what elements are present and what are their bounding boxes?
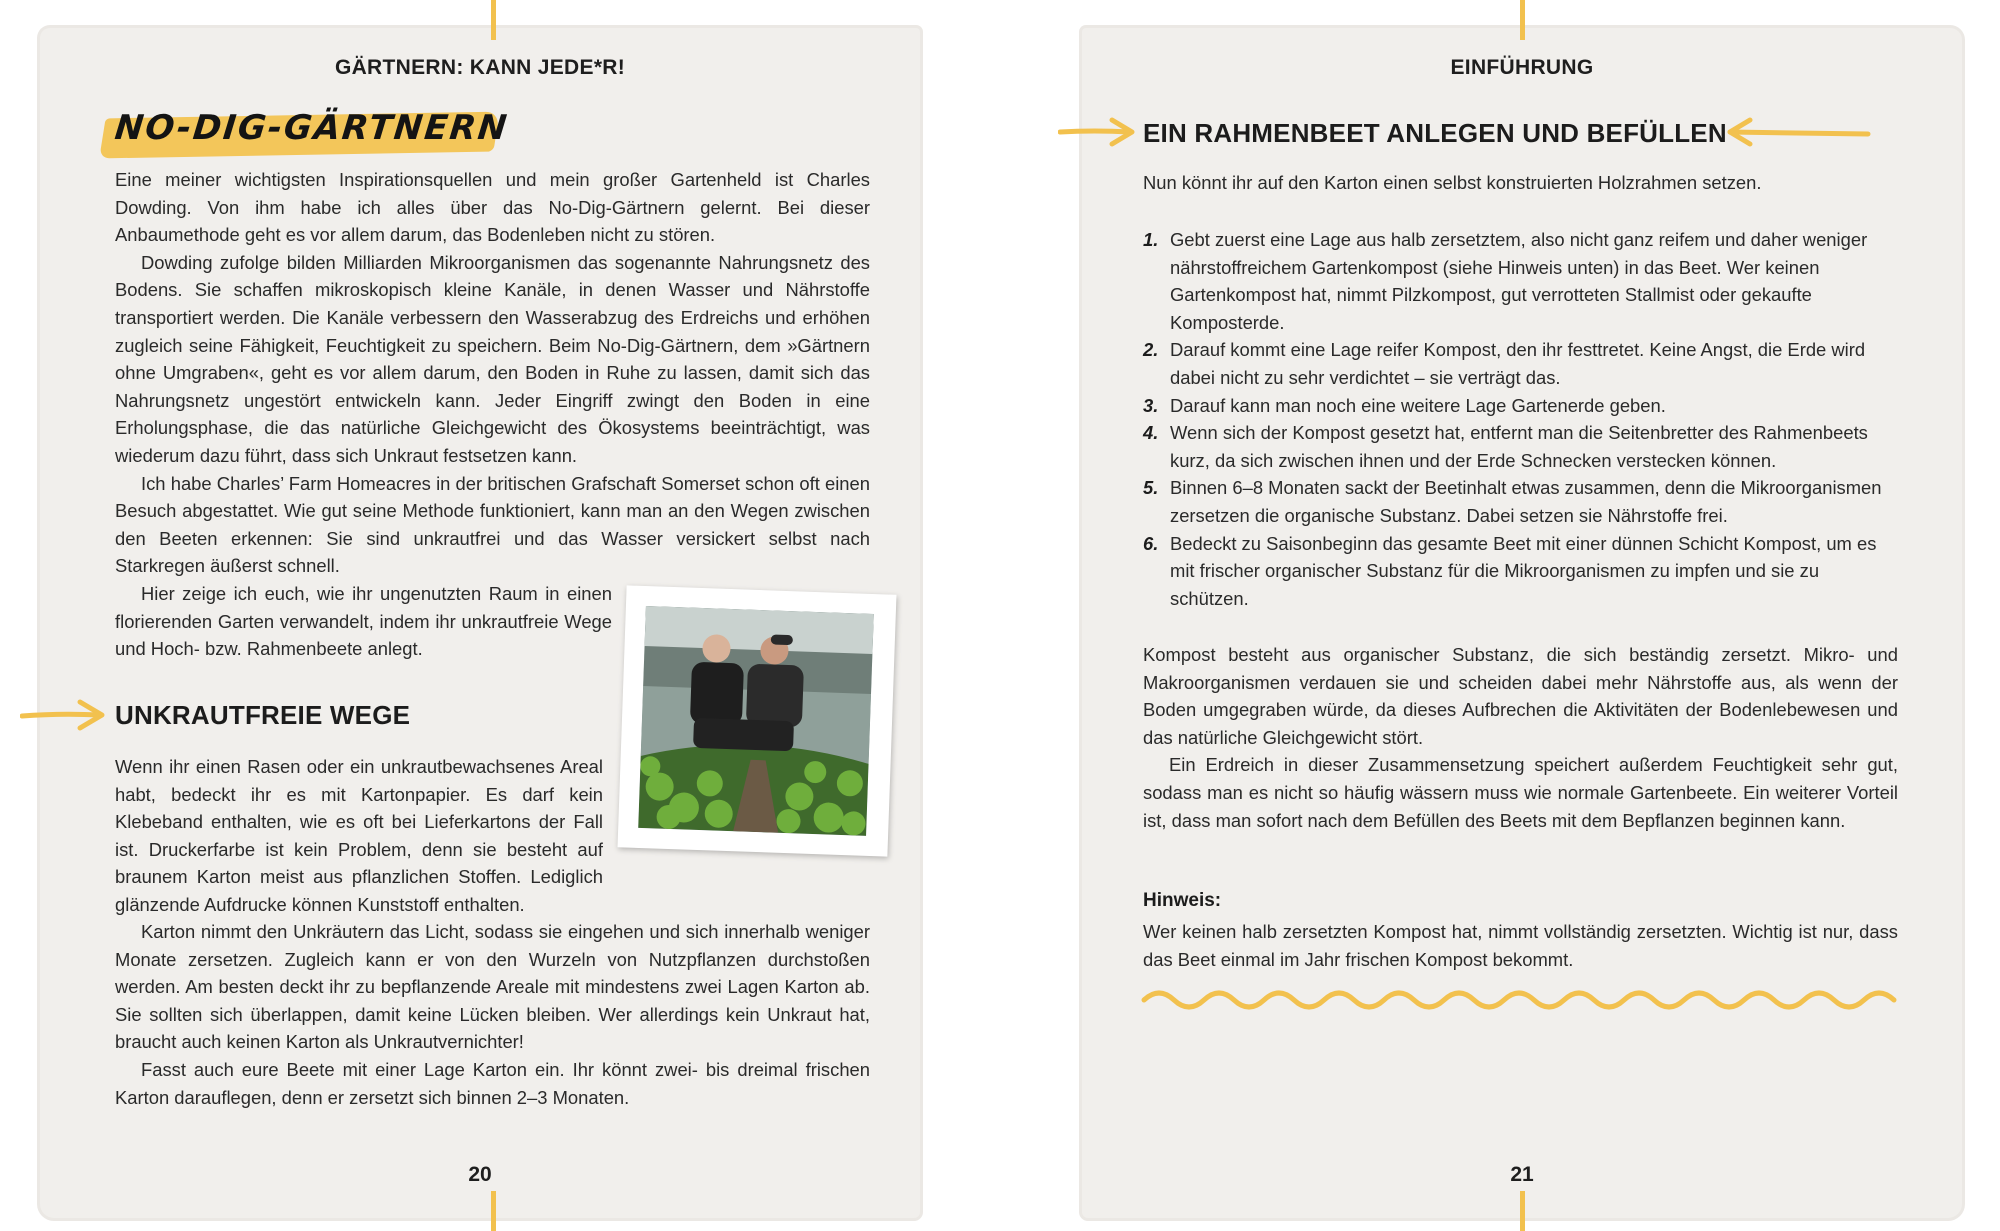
step-number: 6. bbox=[1143, 532, 1159, 554]
step-text: Darauf kommt eine Lage reifer Kompost, den ihr festtretet. Keine Angst, die Erde wird dabei nicht zu sehr verdichtet – sie verträgt das. bbox=[1170, 339, 1866, 388]
bottom-marker-right bbox=[1520, 1191, 1525, 1231]
running-header-left: GÄRTNERN: KANN JEDE*R! bbox=[334, 56, 626, 79]
bottom-marker-left bbox=[491, 1191, 496, 1231]
list-item bbox=[1143, 336, 1893, 391]
top-marker-left bbox=[491, 0, 496, 40]
polaroid-photo bbox=[618, 585, 897, 856]
list-item bbox=[1143, 474, 1893, 529]
step-text: Gebt zuerst eine Lage aus halb zersetztem, also nicht ganz reifem und daher weniger nährstoffreichem Gartenkompost (siehe Hinweis unten) in das Beet. Wer keinen Gartenkompost hat, nimmt Pilzkompost, gut verrotteten Stallmist oder gekaufte Komposterde. bbox=[1170, 229, 1868, 333]
wege-paragraph-1: Wenn ihr einen Rasen oder ein unkrautbewachsenes Areal habt, bedeckt ihr es mit Kartonpapier. Es darf kein Klebeband enthalten, wie es oft bei Lieferkartons der Fall ist. Druckerfarbe ist kein Problem, denn sie besteht auf braunem Karton meist aus pflanzlichen Stoffen. Lediglich glänzende Aufdrucke können Kunststoff enthalten. bbox=[115, 756, 603, 915]
kompost-paragraph-1: Kompost besteht aus organischer Substanz, die sich beständig zersetzt. Mikro- und Makroorganismen verdauen sie und scheiden dabei mehr Nährstoffe aus, als wenn der Boden umgegraben würde, da dieses Aufbrechen die Aktivitäten der Bodenlebewesen und das natürliche Gleichgewicht stört. bbox=[1143, 644, 1898, 748]
step-number: 4. bbox=[1143, 422, 1159, 444]
steps-list bbox=[1143, 226, 1893, 612]
note-text-block bbox=[1143, 918, 1898, 973]
list-item bbox=[1143, 530, 1893, 613]
page-number-left: 20 bbox=[468, 1163, 492, 1186]
intro-paragraph-4: Hier zeige ich euch, wie ihr ungenutzten Raum in einen florierenden Garten verwandelt, indem ihr unkrautfreie Wege und Hoch- bzw. Rahmenbeete anlegt. bbox=[115, 583, 612, 660]
intro-paragraph-3: Ich habe Charles’ Farm Homeacres in der britischen Grafschaft Somerset schon oft einen Besuch abgestattet. Wie gut seine Methode funktioniert, kann man an den Wegen zwischen den Beeten erkennen: Sie sind unkrautfrei und das Wasser versickert selbst nach Starkregen äußerst schnell. bbox=[115, 472, 870, 577]
wege-text bbox=[115, 918, 870, 1111]
running-header-right: EINFÜHRUNG bbox=[1450, 56, 1594, 79]
garden-photo bbox=[638, 606, 874, 836]
step-text: Darauf kann man noch eine weitere Lage Gartenerde geben. bbox=[1170, 394, 1666, 416]
kompost-text bbox=[1143, 641, 1898, 834]
wavy-divider bbox=[1140, 980, 1910, 1014]
step-number: 2. bbox=[1143, 339, 1159, 361]
intro-last-text bbox=[115, 580, 612, 663]
subheading-unkrautfreie-wege: UNKRAUTFREIE WEGE bbox=[115, 700, 411, 730]
top-marker-right bbox=[1520, 0, 1525, 40]
list-item bbox=[1143, 392, 1893, 420]
note-text: Wer keinen halb zersetzten Kompost hat, nimmt vollständig zersetzten. Wichtig ist nur, dass das Beet einmal im Jahr frischen Kompost bekommt. bbox=[1143, 921, 1898, 970]
arrow-left-icon bbox=[1724, 117, 1872, 147]
step-number: 1. bbox=[1143, 229, 1159, 250]
step-number: 5. bbox=[1143, 477, 1159, 499]
list-item bbox=[1143, 226, 1893, 336]
step-text: Bedeckt zu Saisonbeginn das gesamte Beet mit einer dünnen Schicht Kompost, um es mit frischer organischer Substanz für die Mikroorganismen zu impfen und sie zu schützen. bbox=[1170, 532, 1877, 609]
list-item bbox=[1143, 419, 1893, 474]
lead-paragraph: Nun könnt ihr auf den Karton einen selbst konstruierten Holzrahmen setzen. bbox=[1143, 172, 1762, 193]
arrow-right-icon bbox=[20, 698, 106, 732]
step-text: Wenn sich der Kompost gesetzt hat, entfernt man die Seitenbretter des Rahmenbeets kurz, da sich zwischen ihnen und der Erde Schnecken verstecken können. bbox=[1170, 422, 1868, 471]
section-heading-rahmenbeet: EIN RAHMENBEET ANLEGEN UND BEFÜLLEN bbox=[1143, 118, 1727, 148]
intro-text bbox=[115, 166, 870, 580]
lead-text bbox=[1143, 169, 1898, 197]
step-text: Binnen 6–8 Monaten sackt der Beetinhalt etwas zusammen, denn die Mikroorganismen zersetzen die organische Substanz. Dabei setzen sie Nährstoffe frei. bbox=[1170, 477, 1882, 526]
wege-text-narrow bbox=[115, 753, 603, 919]
note-label: Hinweis: bbox=[1143, 890, 1222, 911]
wege-paragraph-2: Karton nimmt den Unkräutern das Licht, sodass sie eingehen und sich innerhalb weniger Monate zersetzen. Zugleich kann er von den Wurzeln von Nutzpflanzen durchstoßen werden. Am besten deckt ihr zu bepflanzende Areale mit mindestens zwei Lagen Karton ab. Sie sollten sich überlappen, damit keine Lücken bleiben. Wer allerdings kein Unkraut hat, braucht auch keinen Karton als Unkrautvernichter! bbox=[115, 921, 870, 1053]
right-page bbox=[1082, 28, 1962, 1218]
greenhouse-illustration bbox=[638, 606, 874, 836]
wege-paragraph-3: Fasst auch eure Beete mit einer Lage Karton ein. Ihr könnt zwei- bis dreimal frischen Karton darauflegen, denn er zersetzt sich binnen 2–3 Monaten. bbox=[115, 1058, 870, 1108]
page-number-right: 21 bbox=[1510, 1163, 1534, 1186]
intro-paragraph-2: Dowding zufolge bilden Milliarden Mikroorganismen das sogenannte Nahrungsnetz des Bodens. Sie schaffen mikroskopisch kleine Kanäle, in denen Wasser und Nährstoffe transportiert werden. Die Kanäle verbessern den Wasserabzug des Erdreichs und erhöhen zugleich seine Fähigkeit, Feuchtigkeit zu speichern. Beim No-Dig-Gärtnern, dem »Gärtnern ohne Umgraben«, geht es vor allem darum, den Boden in Ruhe zu lassen, damit sich das Nahrungsnetz ungestört entwickeln kann. Jeder Eingriff zwingt den Boden in eine Erholungsphase, die das natürliche Gleichgewicht des Ökosystems beeinträchtigt, was wiederum dazu führt, dass sich Unkraut festsetzen kann. bbox=[115, 251, 870, 466]
section-heading-no-dig: NO-DIG-GÄRTNERN bbox=[112, 108, 511, 148]
arrow-right-icon bbox=[1058, 117, 1136, 147]
intro-paragraph-1: Eine meiner wichtigsten Inspirationsquellen und mein großer Gartenheld ist Charles Dowding. Von ihm habe ich alles über das No-Dig-Gärtnern gelernt. Bei dieser Anbaumethode geht es vor allem darum, das Bodenleben nicht zu stören. bbox=[115, 169, 870, 246]
step-number: 3. bbox=[1143, 394, 1159, 416]
kompost-paragraph-2: Ein Erdreich in dieser Zusammensetzung speichert außerdem Feuchtigkeit sehr gut, sodass man es nicht so häufig wässern muss wie normale Gartenbeete. Ein weiterer Vorteil ist, dass man sofort nach dem Befüllen des Beets mit dem Bepflanzen beginnen kann. bbox=[1143, 754, 1898, 831]
